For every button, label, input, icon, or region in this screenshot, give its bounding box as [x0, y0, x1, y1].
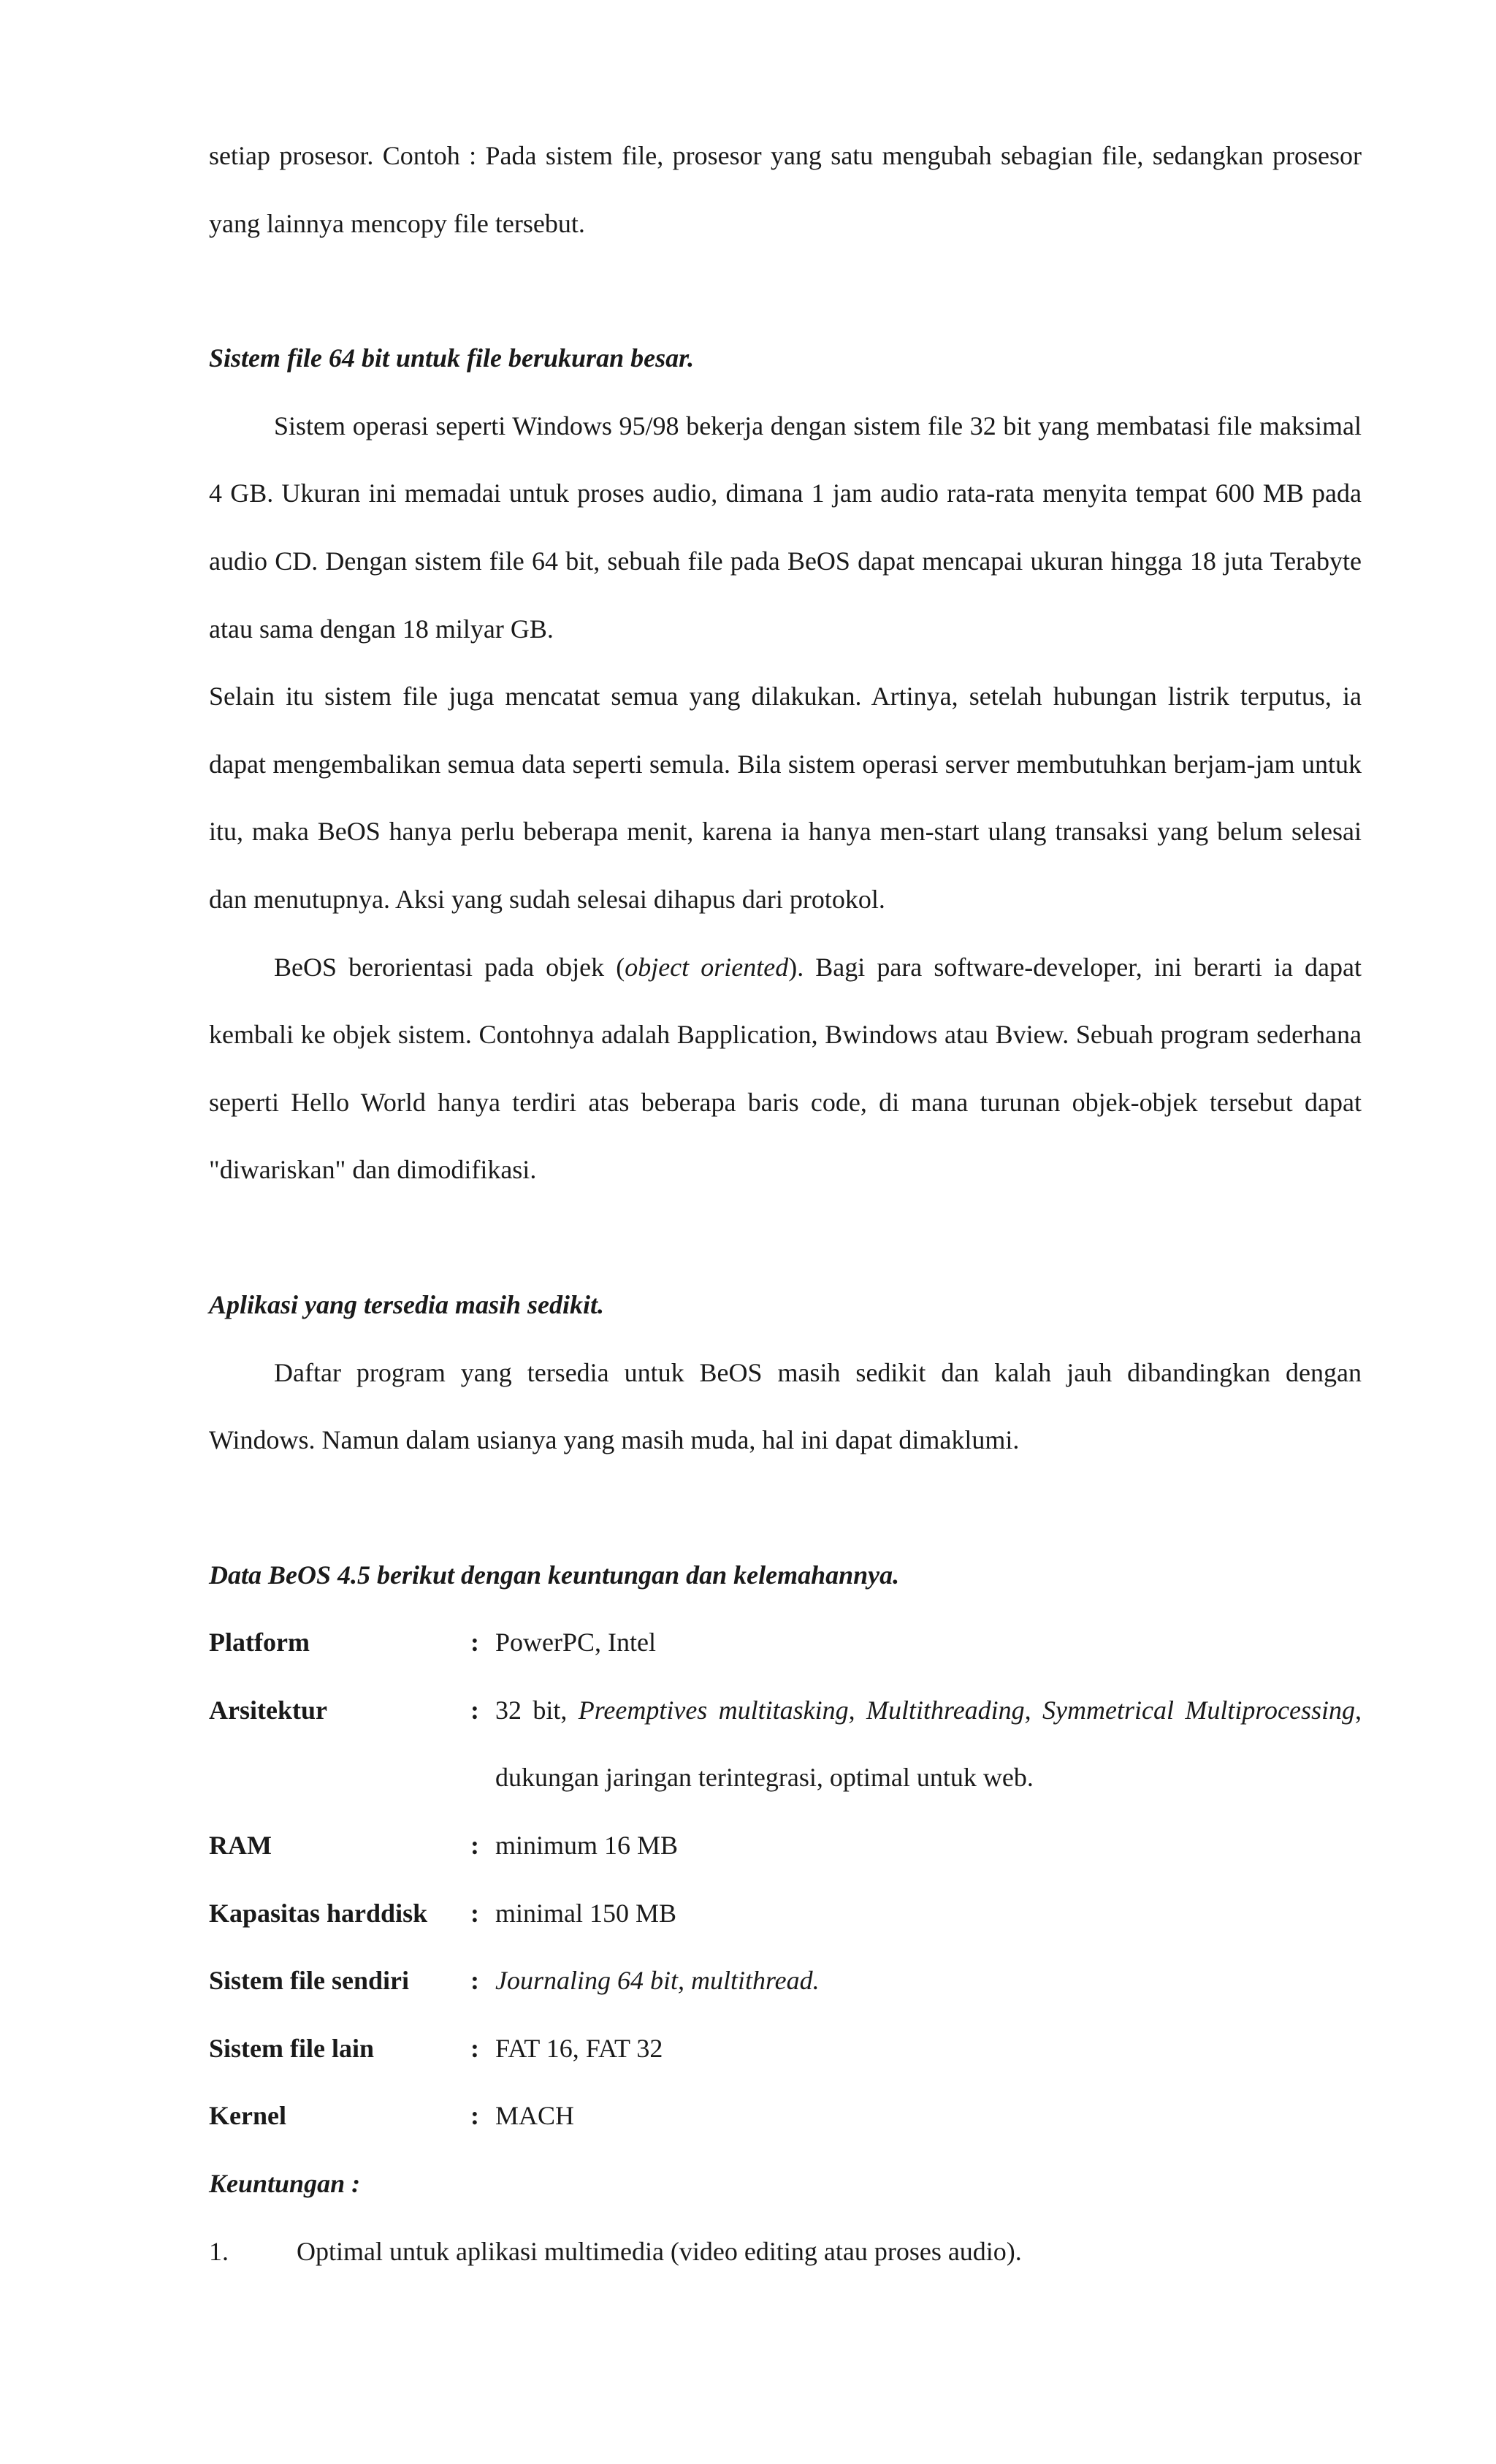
- spec-value: Journaling 64 bit, multithread.: [495, 1966, 820, 1996]
- spec-colon: :: [470, 1966, 479, 1996]
- document-page: [209, 122, 1362, 2285]
- spec-label: Sistem file sendiri: [209, 1966, 409, 1996]
- paragraph-object-oriented: [209, 934, 1362, 1204]
- spec-value: FAT 16, FAT 32: [495, 2033, 663, 2063]
- list-text: Optimal untuk aplikasi multimedia (video editing atau proses audio).: [297, 2236, 1022, 2266]
- spec-colon: :: [470, 2101, 479, 2131]
- spec-label: Sistem file lain: [209, 2033, 374, 2063]
- spec-row-kernel: [209, 2082, 1362, 2150]
- heading-beos-data: Data BeOS 4.5 berikut dengan keuntungan dan kelemahannya.: [209, 1560, 900, 1590]
- spec-row-ram: [209, 1812, 1362, 1880]
- spec-row-architecture: [209, 1677, 1362, 1812]
- spec-value: MACH: [495, 2101, 575, 2131]
- heading-64bit-filesystem: Sistem file 64 bit untuk file berukuran besar.: [209, 343, 695, 373]
- spec-value: minimal 150 MB: [495, 1898, 677, 1928]
- list-number: 1.: [209, 2236, 229, 2266]
- spec-colon: :: [470, 1898, 479, 1928]
- heading-advantages: Keuntungan :: [209, 2169, 361, 2199]
- spacer: [209, 257, 1362, 324]
- spec-row-other-filesystem: [209, 2015, 1362, 2083]
- spec-colon: :: [470, 1628, 479, 1658]
- arch-part-1: 32 bit,: [495, 1695, 579, 1725]
- spec-label: Platform: [209, 1628, 310, 1658]
- spec-row-platform: [209, 1609, 1362, 1677]
- paragraph-applications: Daftar program yang tersedia untuk BeOS masih sedikit dan kalah jauh dibandingkan dengan Windows. Namun dalam usianya yang masih muda, hal ini dapat dimaklumi.: [209, 1357, 1362, 1455]
- spec-colon: :: [470, 1831, 479, 1861]
- p4-part-a: BeOS berorientasi pada objek (: [274, 952, 625, 982]
- paragraph-journaling: Selain itu sistem file juga mencatat semua yang dilakukan. Artinya, setelah hubungan listrik terputus, ia dapat mengembalikan semua data seperti semula. Bila sistem operasi server membutuhkan berjam-jam untuk itu, maka BeOS hanya perlu beberapa menit, karena ia hanya men-start ulang transaksi yang belum selesai dan menutupnya. Aksi yang sudah selesai dihapus dari protokol.: [209, 682, 1362, 914]
- p4-part-c: ). Bagi para software-developer, ini berarti ia dapat kembali ke objek sistem. Contohnya adalah Bapplication, Bwindows atau Bview. Sebuah program sederhana seperti Hello World hanya terdiri atas beberapa baris code, di mana turunan objek-objek tersebut dapat "diwariskan" dan dimodifikasi.: [209, 952, 1362, 1185]
- spacer: [209, 1474, 1362, 1541]
- spec-label: Kapasitas harddisk: [209, 1898, 428, 1928]
- spec-value: [495, 1677, 1362, 1812]
- spec-value: PowerPC, Intel: [495, 1628, 656, 1658]
- arch-part-2: Preemptives multitasking, Multithreading, Symmetrical Multiprocessing: [578, 1695, 1355, 1725]
- spec-colon: :: [470, 2033, 479, 2063]
- spec-row-own-filesystem: [209, 1947, 1362, 2015]
- paragraph-64bit: Sistem operasi seperti Windows 95/98 bekerja dengan sistem file 32 bit yang membatasi file maksimal 4 GB. Ukuran ini memadai untuk proses audio, dimana 1 jam audio rata-rata menyita tempat 600 MB pada audio CD. Dengan sistem file 64 bit, sebuah file pada BeOS dapat mencapai ukuran hingga 18 juta Terabyte atau sama dengan 18 milyar GB.: [209, 411, 1362, 644]
- list-item: [209, 2218, 1362, 2286]
- paragraph-intro: setiap prosesor. Contoh : Pada sistem file, prosesor yang satu mengubah sebagian file, sedangkan prosesor yang lainnya mencopy file tersebut.: [209, 141, 1362, 238]
- p4-italic: object oriented: [625, 952, 789, 982]
- spec-label: Kernel: [209, 2101, 286, 2131]
- arch-part-3: , dukungan jaringan terintegrasi, optimal untuk web.: [495, 1695, 1362, 1793]
- spec-value: minimum 16 MB: [495, 1831, 679, 1861]
- spec-row-harddisk: [209, 1880, 1362, 1948]
- heading-applications: Aplikasi yang tersedia masih sedikit.: [209, 1289, 605, 1319]
- spec-label: RAM: [209, 1831, 272, 1861]
- spec-label: Arsitektur: [209, 1695, 327, 1725]
- spec-colon: :: [470, 1695, 479, 1725]
- spacer: [209, 1204, 1362, 1271]
